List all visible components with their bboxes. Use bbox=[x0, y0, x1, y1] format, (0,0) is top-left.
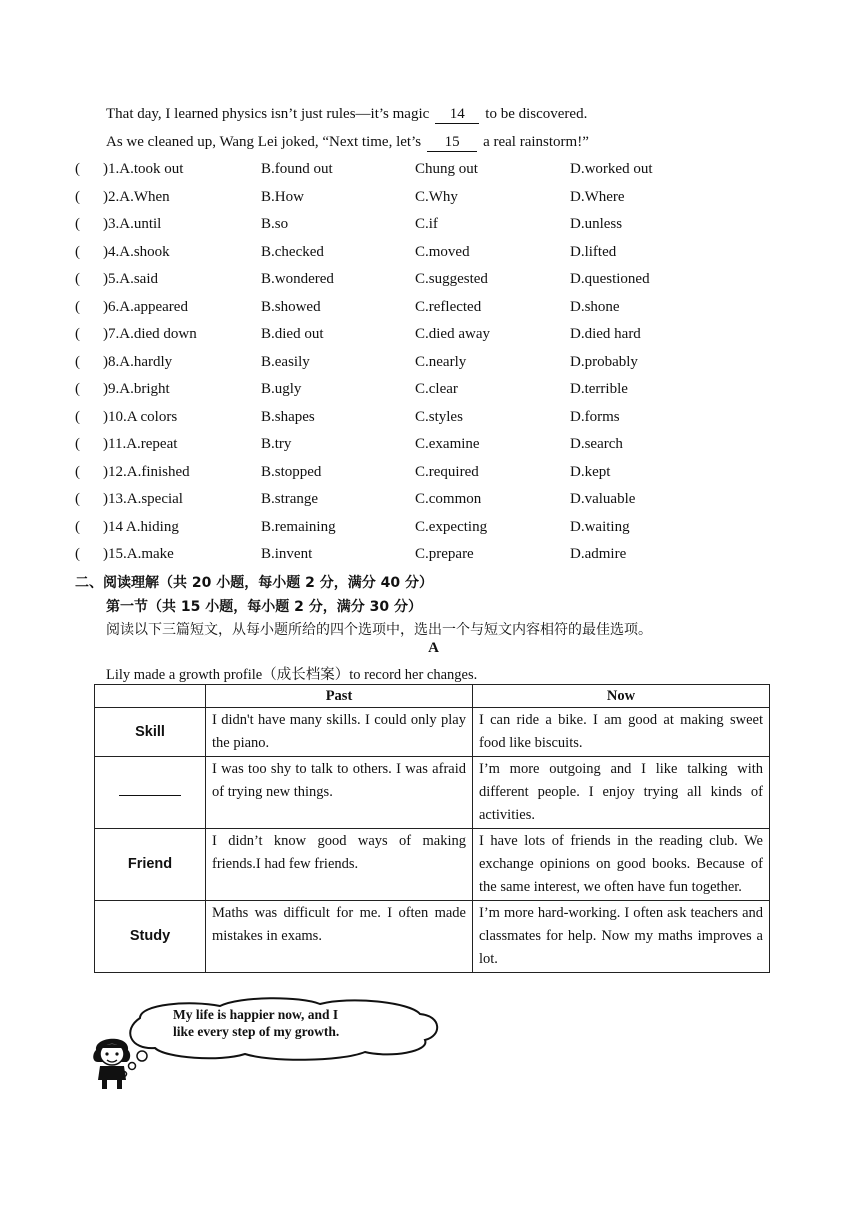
cell-now: I can ride a bike. I am good at making sweet food like biscuits. bbox=[473, 708, 770, 757]
option-a: )15.A.make bbox=[103, 546, 174, 562]
option-b: B.try bbox=[261, 436, 292, 452]
cell-past: I didn’t know good ways of making friends.I had few friends. bbox=[206, 829, 473, 901]
option-b: B.remaining bbox=[261, 518, 336, 535]
option-d: D.kept bbox=[570, 463, 611, 480]
option-row bbox=[75, 295, 775, 323]
option-c: C.expecting bbox=[415, 518, 488, 535]
option-d: D.worked out bbox=[570, 161, 653, 177]
option-d: D.probably bbox=[570, 353, 638, 370]
blank-15: 15 bbox=[427, 134, 477, 152]
option-row bbox=[75, 157, 775, 185]
passage-line-14 bbox=[106, 106, 587, 124]
speech-bubble-illustration bbox=[80, 996, 450, 1096]
option-b: B.checked bbox=[261, 243, 324, 260]
answer-paren[interactable]: ( bbox=[75, 546, 80, 562]
option-row bbox=[75, 185, 775, 213]
option-a: )13.A.special bbox=[103, 491, 183, 507]
cell-now: I have lots of friends in the reading club. We exchange opinions on good books. Because of the same interest, we often have fun together. bbox=[473, 829, 770, 901]
cloze-options bbox=[75, 157, 775, 570]
option-d: D.valuable bbox=[570, 491, 636, 507]
bubble-line: like every step of my growth. bbox=[173, 1024, 340, 1039]
option-b: B.How bbox=[261, 188, 304, 205]
option-d: D.search bbox=[570, 436, 623, 452]
answer-paren[interactable]: ( bbox=[75, 353, 80, 370]
option-a: )11.A.repeat bbox=[103, 436, 178, 452]
option-c: C.prepare bbox=[415, 546, 474, 562]
passage-intro: Lily made a growth profile（成长档案）to record her changes. bbox=[106, 667, 478, 683]
option-a: )2.A.When bbox=[103, 188, 170, 205]
option-c: C.Why bbox=[415, 188, 458, 205]
cell-past: Maths was difficult for me. I often made mistakes in exams. bbox=[206, 901, 473, 973]
option-row bbox=[75, 350, 775, 378]
cell-now: I’m more outgoing and I like talking with different people. I enjoy trying all kinds of activities. bbox=[473, 757, 770, 829]
table-row bbox=[95, 901, 770, 973]
option-a: )4.A.shook bbox=[103, 243, 170, 260]
row-label-blank[interactable] bbox=[95, 757, 206, 829]
passage-text: That day, I learned physics isn’t just rules—it’s magic bbox=[106, 106, 430, 122]
option-c: C.suggested bbox=[415, 271, 488, 287]
answer-paren[interactable]: ( bbox=[75, 491, 80, 507]
passage-line-15 bbox=[106, 134, 589, 152]
answer-paren[interactable]: ( bbox=[75, 326, 80, 342]
option-b: B.found out bbox=[261, 161, 333, 177]
header-empty bbox=[95, 685, 206, 708]
option-b: B.wondered bbox=[261, 271, 334, 287]
answer-paren[interactable]: ( bbox=[75, 518, 80, 535]
cell-now: I’m more hard-working. I often ask teachers and classmates for help. Now my maths improves a lot. bbox=[473, 901, 770, 973]
answer-paren[interactable]: ( bbox=[75, 216, 80, 232]
option-b: B.ugly bbox=[261, 381, 302, 397]
row-label: Study bbox=[95, 901, 206, 973]
bubble-line: My life is happier now, and I bbox=[173, 1007, 339, 1022]
option-d: D.died hard bbox=[570, 326, 641, 342]
option-c: C.nearly bbox=[415, 353, 467, 370]
option-d: D.questioned bbox=[570, 271, 650, 287]
option-d: D.lifted bbox=[570, 243, 617, 260]
cell-past: I was too shy to talk to others. I was afraid of trying new things. bbox=[206, 757, 473, 829]
option-c: C.died away bbox=[415, 326, 490, 342]
option-row bbox=[75, 487, 775, 515]
option-b: B.so bbox=[261, 216, 289, 232]
option-a: )9.A.bright bbox=[103, 381, 170, 397]
girl-cartoon-icon bbox=[90, 1032, 134, 1090]
growth-profile-table bbox=[94, 684, 770, 973]
answer-paren[interactable]: ( bbox=[75, 463, 80, 480]
option-a: )7.A.died down bbox=[103, 326, 197, 342]
option-b: B.strange bbox=[261, 491, 319, 507]
option-row bbox=[75, 515, 775, 543]
option-b: B.shapes bbox=[261, 408, 315, 425]
option-row bbox=[75, 267, 775, 295]
answer-blank[interactable] bbox=[119, 795, 181, 796]
option-c: C.required bbox=[415, 463, 479, 480]
answer-paren[interactable]: ( bbox=[75, 436, 80, 452]
option-b: B.invent bbox=[261, 546, 313, 562]
option-row bbox=[75, 542, 775, 570]
table-row bbox=[95, 829, 770, 901]
option-row bbox=[75, 405, 775, 433]
instruction-text: 阅读以下三篇短文，从每小题所给的四个选项中，选出一个与短文内容相符的最佳选项。 bbox=[106, 622, 652, 638]
option-row bbox=[75, 322, 775, 350]
answer-paren[interactable]: ( bbox=[75, 408, 80, 425]
option-b: B.died out bbox=[261, 326, 324, 342]
option-c: Chung out bbox=[415, 161, 478, 177]
option-row bbox=[75, 432, 775, 460]
answer-paren[interactable]: ( bbox=[75, 298, 80, 315]
option-d: D.admire bbox=[570, 546, 627, 562]
option-d: D.Where bbox=[570, 188, 625, 205]
option-row bbox=[75, 460, 775, 488]
answer-paren[interactable]: ( bbox=[75, 243, 80, 260]
option-d: D.shone bbox=[570, 298, 620, 315]
option-c: C.examine bbox=[415, 436, 480, 452]
passage-letter: A bbox=[428, 640, 439, 656]
option-d: D.waiting bbox=[570, 518, 630, 535]
header-now: Now bbox=[473, 685, 770, 708]
option-c: C.if bbox=[415, 216, 438, 232]
option-b: B.easily bbox=[261, 353, 310, 370]
option-c: C.reflected bbox=[415, 298, 482, 315]
option-a: )14 A.hiding bbox=[103, 518, 179, 535]
option-b: B.showed bbox=[261, 298, 321, 315]
table-header-row bbox=[95, 685, 770, 708]
option-a: )1.A.took out bbox=[103, 161, 184, 177]
table-row bbox=[95, 757, 770, 829]
row-label: Friend bbox=[95, 829, 206, 901]
option-a: )8.A.hardly bbox=[103, 353, 173, 370]
option-row bbox=[75, 240, 775, 268]
option-a: )6.A.appeared bbox=[103, 298, 188, 315]
table-row bbox=[95, 708, 770, 757]
answer-paren[interactable]: ( bbox=[75, 161, 80, 177]
option-row bbox=[75, 212, 775, 240]
passage-text: As we cleaned up, Wang Lei joked, “Next time, let’s bbox=[106, 134, 422, 150]
header-past: Past bbox=[206, 685, 473, 708]
cell-past: I didn't have many skills. I could only play the piano. bbox=[206, 708, 473, 757]
option-a: )12.A.finished bbox=[103, 463, 190, 480]
option-a: )5.A.said bbox=[103, 271, 158, 287]
passage-text: a real rainstorm!” bbox=[483, 134, 589, 150]
option-d: D.terrible bbox=[570, 381, 628, 397]
option-row bbox=[75, 377, 775, 405]
option-a: )10.A colors bbox=[103, 408, 178, 425]
option-c: C.styles bbox=[415, 408, 463, 425]
passage-text: to be discovered. bbox=[485, 106, 588, 122]
option-a: )3.A.until bbox=[103, 216, 162, 232]
answer-paren[interactable]: ( bbox=[75, 381, 80, 397]
option-c: C.common bbox=[415, 491, 482, 507]
bubble-text bbox=[173, 1006, 413, 1040]
section-heading: 二、阅读理解（共 20 小题，每小题 2 分，满分 40 分） bbox=[75, 575, 433, 591]
option-d: D.forms bbox=[570, 408, 620, 425]
answer-paren[interactable]: ( bbox=[75, 188, 80, 205]
option-d: D.unless bbox=[570, 216, 623, 232]
blank-14: 14 bbox=[435, 106, 479, 124]
row-label: Skill bbox=[95, 708, 206, 757]
option-b: B.stopped bbox=[261, 463, 322, 480]
option-c: C.moved bbox=[415, 243, 470, 260]
part-heading: 第一节（共 15 小题，每小题 2 分，满分 30 分） bbox=[106, 599, 422, 615]
answer-paren[interactable]: ( bbox=[75, 271, 80, 287]
option-c: C.clear bbox=[415, 381, 458, 397]
